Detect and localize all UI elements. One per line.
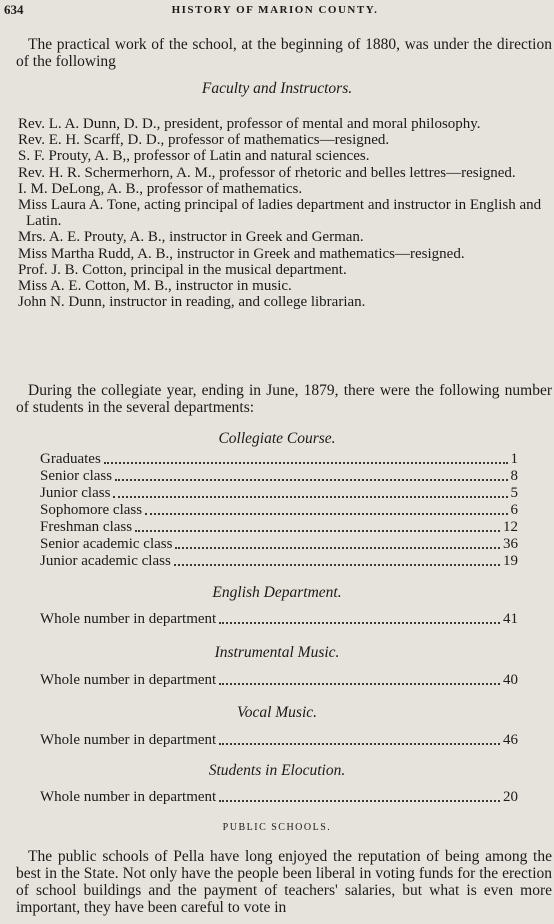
dot-leader <box>219 622 500 624</box>
row-label: Whole number in department <box>40 611 217 627</box>
running-title: HISTORY OF MARION COUNTY. <box>171 4 379 16</box>
faculty-entry: Mrs. A. E. Prouty, A. B., instructor in Greek and German. <box>18 229 364 246</box>
instrumental-music-heading: Instrumental Music. <box>214 644 340 661</box>
dot-leader <box>175 547 500 549</box>
enrollment-row <box>40 520 518 536</box>
instrumental-music-row <box>40 673 518 689</box>
row-label: Freshman class <box>40 519 133 535</box>
row-label: Graduates <box>40 451 101 467</box>
row-value: 40 <box>503 672 518 688</box>
row-label: Junior class <box>40 485 111 501</box>
row-value: 41 <box>503 611 518 627</box>
faculty-entry: John N. Dunn, instructor in reading, and college librarian. <box>18 294 366 311</box>
row-value: 12 <box>503 519 518 535</box>
row-label: Junior academic class <box>40 553 171 569</box>
faculty-entry: Miss A. E. Cotton, M. B., instructor in music. <box>18 278 292 295</box>
row-value: 6 <box>510 502 518 518</box>
row-label: Whole number in department <box>40 732 217 748</box>
vocal-music-heading: Vocal Music. <box>236 704 318 721</box>
dot-leader <box>219 683 500 685</box>
vocal-music-row <box>40 733 518 749</box>
dot-leader <box>219 743 500 745</box>
dot-leader <box>104 462 508 464</box>
faculty-entry: I. M. DeLong, A. B., professor of mathematics. <box>18 180 303 197</box>
dot-leader <box>135 530 500 532</box>
row-label: Senior academic class <box>40 536 173 552</box>
public-schools-text: The public schools of Pella have long enjoyed the reputation of being among the best in the State. Not only have the people been liberal in voting funds for the erection of school buildings and the payment of teachers' salaries, but what is even more important, they have been careful to vote in <box>16 848 552 916</box>
enrollment-row <box>40 469 518 485</box>
dot-leader <box>145 513 507 515</box>
row-value: 1 <box>510 451 518 467</box>
row-value: 8 <box>510 468 518 484</box>
dot-leader <box>115 479 507 481</box>
faculty-entry: Miss Martha Rudd, A. B., instructor in Greek and mathematics—resigned. <box>18 245 465 262</box>
dot-leader <box>219 800 500 802</box>
intro-paragraph <box>16 36 552 70</box>
public-schools-paragraph <box>16 848 552 916</box>
faculty-entry: Prof. J. B. Cotton, principal in the musical department. <box>18 261 347 278</box>
enrollment-row <box>40 503 518 519</box>
enrollment-row <box>40 537 518 553</box>
faculty-entry: Rev. H. R. Schermerhorn, A. M., professor of rhetoric and belles lettres—resigned. <box>18 164 516 181</box>
elocution-row <box>40 790 518 806</box>
row-value: 19 <box>503 553 518 569</box>
faculty-entry: S. F. Prouty, A. B,, professor of Latin and natural sciences. <box>18 148 370 165</box>
page-header <box>4 2 546 20</box>
public-schools-heading: PUBLIC SCHOOLS. <box>222 822 332 833</box>
english-department-row <box>40 612 518 628</box>
collegiate-heading: Collegiate Course. <box>218 430 336 447</box>
row-label: Sophomore class <box>40 502 143 518</box>
faculty-heading: Faculty and Instructors. <box>201 80 353 97</box>
enrollment-row <box>40 554 518 570</box>
faculty-list <box>18 116 552 310</box>
dot-leader <box>113 496 507 498</box>
collegiate-intro-text: During the collegiate year, ending in June, 1879, there were the following number of students in the several departments: <box>16 382 552 416</box>
row-value: 46 <box>503 732 518 748</box>
row-value: 36 <box>503 536 518 552</box>
row-label: Whole number in department <box>40 672 217 688</box>
row-value: 20 <box>503 789 518 805</box>
row-label: Senior class <box>40 468 113 484</box>
intro-text: The practical work of the school, at the beginning of 1880, was under the direction of the following <box>16 36 552 70</box>
dot-leader <box>174 564 500 566</box>
collegiate-intro-paragraph <box>16 382 552 416</box>
enrollment-row <box>40 452 518 468</box>
page-number: 634 <box>4 2 24 17</box>
english-department-heading: English Department. <box>212 584 342 601</box>
faculty-entry: Rev. E. H. Scarff, D. D., professor of mathematics—resigned. <box>18 132 390 149</box>
elocution-heading: Students in Elocution. <box>208 762 346 779</box>
enrollment-row <box>40 486 518 502</box>
row-value: 5 <box>510 485 518 501</box>
row-label: Whole number in department <box>40 789 217 805</box>
faculty-entry: Miss Laura A. Tone, acting principal of ladies department and instructor in English and Latin. <box>18 197 542 230</box>
faculty-entry: Rev. L. A. Dunn, D. D., president, professor of mental and moral philosophy. <box>18 116 481 132</box>
